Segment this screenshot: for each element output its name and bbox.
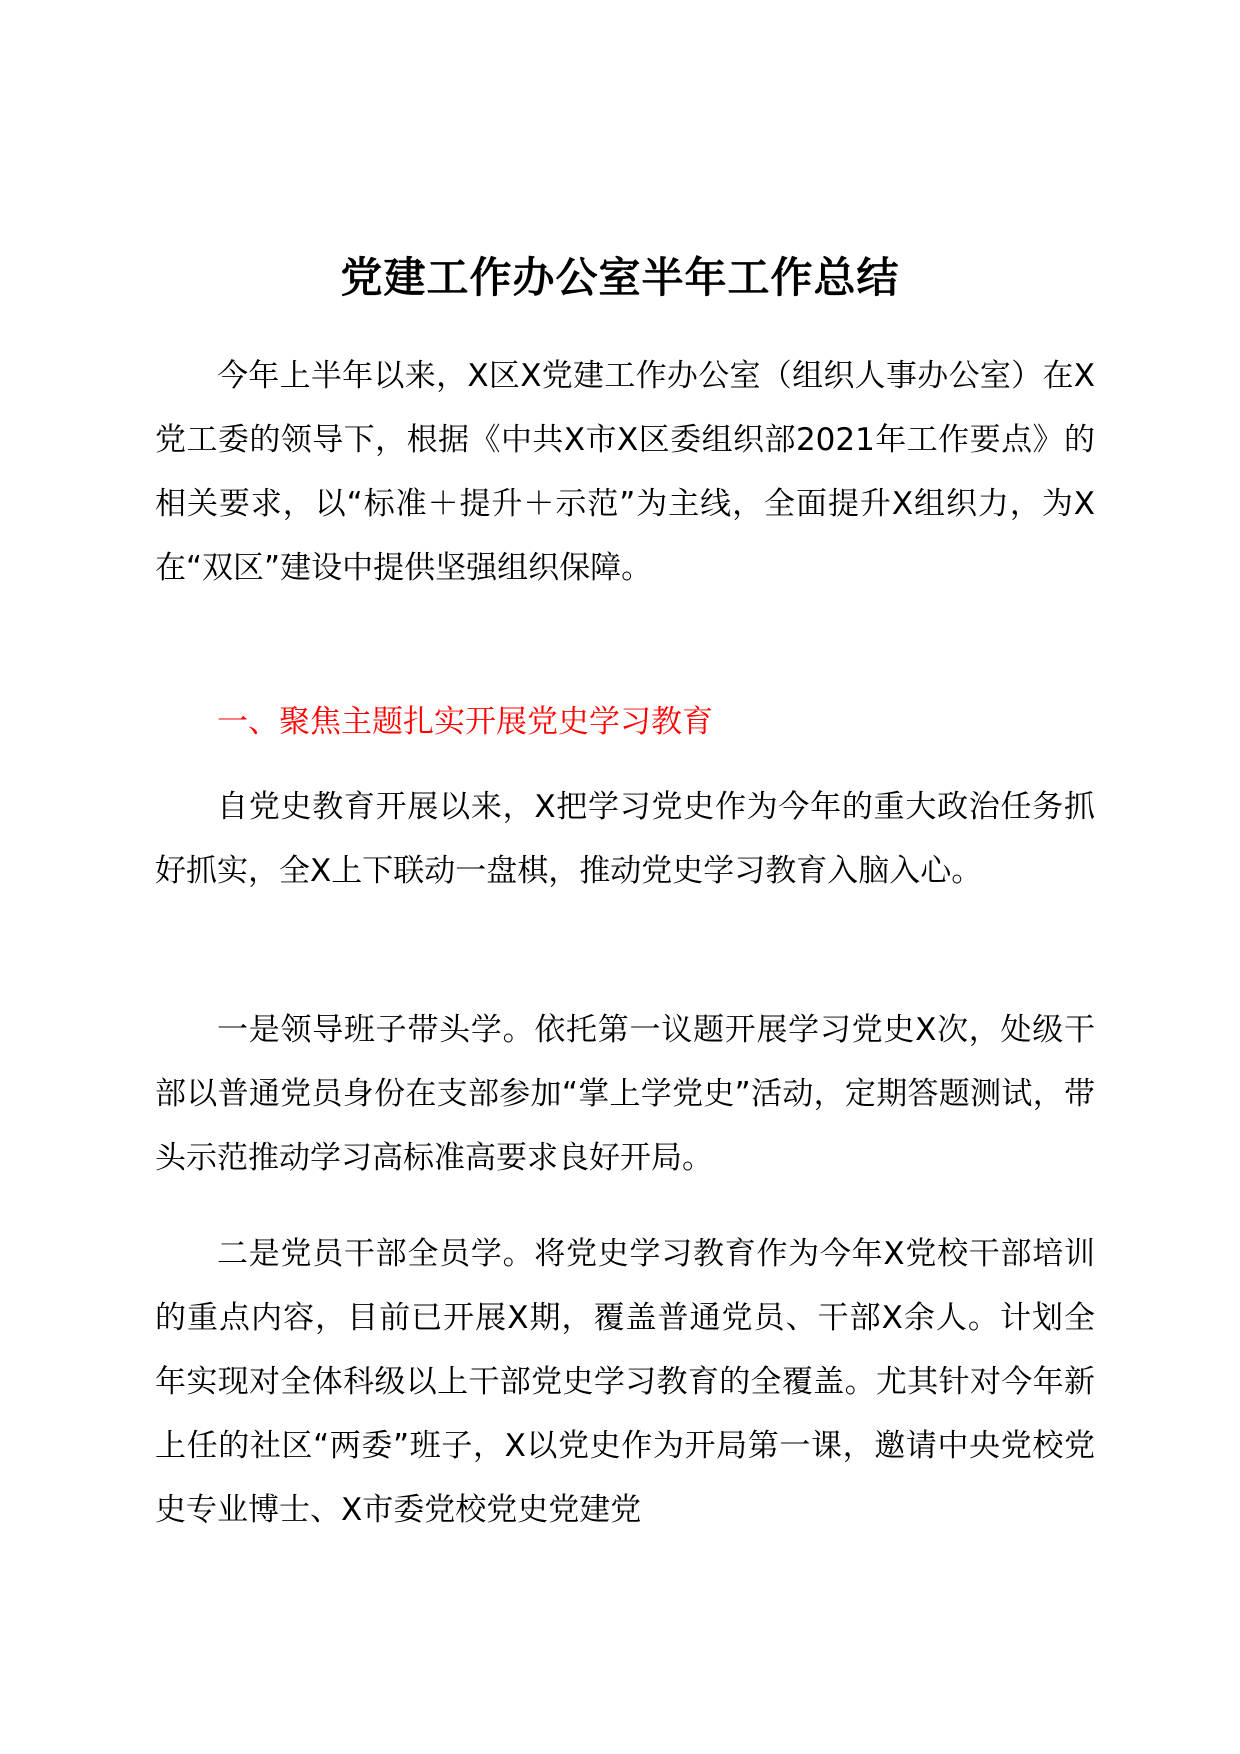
item-two-paragraph: 二是党员干部全员学。将党史学习教育作为今年X党校干部培训的重点内容，目前已开展X期，覆盖普通党员、干部X余人。计划全年实现对全体科级以上干部党史学习教育的全覆盖。尤其针对今年新上任的社区“两委”班子，X以党史作为开局第一课，邀请中央党校党史专业博士、X市委党校党史党建党 — [155, 1236, 1095, 1528]
document-title: 党建工作办公室半年工作总结 — [340, 253, 900, 302]
intro-paragraph: 今年上半年以来，X区X党建工作办公室（组织人事办公室）在X党工委的领导下，根据《中共X市X区委组织部2021年工作要点》的相关要求，以“标准＋提升＋示范”为主线，全面提升X组织力，为X在“双区”建设中提供坚强组织保障。 — [155, 358, 1095, 586]
section-heading: 一、聚焦主题扎实开展党史学习教育 — [217, 704, 713, 740]
item-one-paragraph: 一是领导班子带头学。依托第一议题开展学习党史X次，处级干部以普通党员身份在支部参加“掌上学党史”活动，定期答题测试，带头示范推动学习高标准高要求良好开局。 — [155, 1012, 1095, 1176]
section-intro-paragraph: 自党史教育开展以来，X把学习党史作为今年的重大政治任务抓好抓实，全X上下联动一盘棋，推动党史学习教育入脑入心。 — [155, 789, 1095, 889]
